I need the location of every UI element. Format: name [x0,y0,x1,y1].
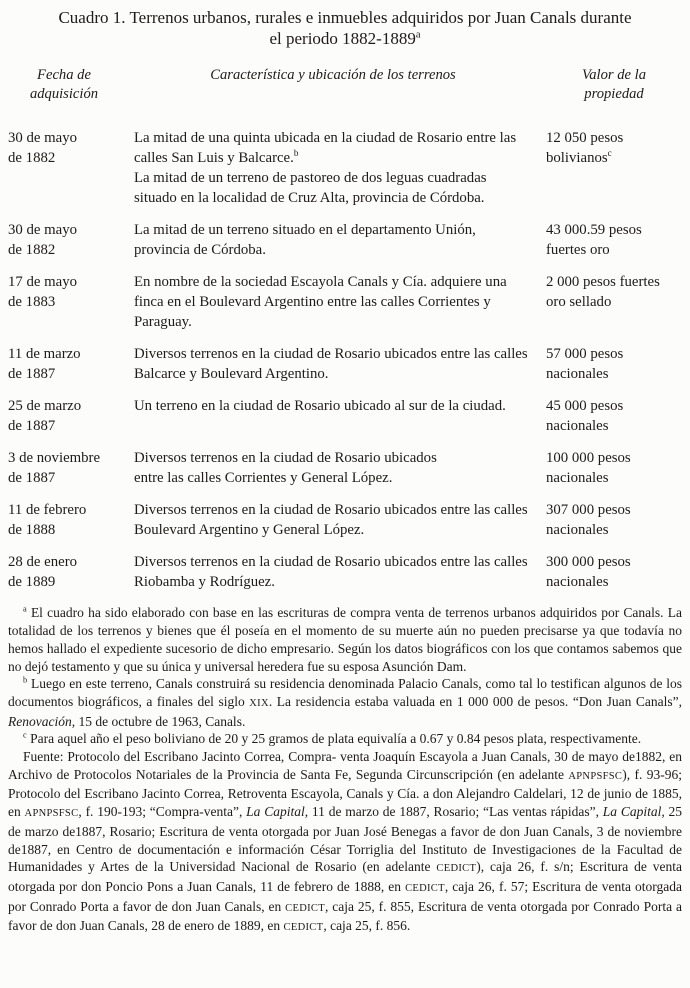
row-date: 30 de mayo de 1882 [8,130,78,167]
row-value: 2 000 pesos fuertes oro sellado [546,274,660,311]
table-row [8,344,682,384]
table-row [8,448,682,488]
column-header-value: Valor de la propiedad [581,67,647,103]
row-date: 11 de febrero de 1888 [8,502,87,539]
row-value: 45 000 pesos nacionales [546,398,624,435]
table-row [8,552,682,592]
row-value: 12 050 pesos bolivianos$^c$ [546,130,624,167]
footnotes-section [8,604,682,937]
footnote-c: $^c$ Para aquel año el peso boliviano de 20 y 25 gramos de plata equivalía a 0.67 y 0.84 pesos plata, respectivamente. [23,730,642,747]
row-date: 28 de enero de 1889 [8,554,78,591]
row-value: 57 000 pesos nacionales [546,346,624,383]
table-title [56,8,634,49]
table-row [8,396,682,436]
row-value: 43 000.59 pesos fuertes oro [546,222,642,259]
table-body [8,128,682,592]
row-date: 3 de noviembre de 1887 [8,450,101,487]
table-row [8,128,682,208]
row-value: 300 000 pesos nacionales [546,554,631,591]
row-date: 17 de mayo de 1883 [8,274,78,311]
row-description: Diversos terrenos en la ciudad de Rosario ubicados entre las calles Boulevard Argentino y General López. [134,502,528,539]
column-header-date: Fecha de adquisición [29,67,99,103]
row-description: La mitad de una quinta ubicada en la ciudad de Rosario entre las calles San Luis y Balcarce.$^b$ La mitad de un terreno de pastoreo de dos leguas cuadradas situado en la localidad de Cruz Alta, provincia de Córdoba. [134,130,517,207]
column-header-description: Característica y ubicación de los terrenos [210,67,456,84]
row-description: Un terreno en la ciudad de Rosario ubicado al sur de la ciudad. [134,398,506,415]
footnote-b: $^b$ Luego en este terreno, Canals construirá su residencia denominada Palacio Canals, como tal lo testifican algunos de los documentos biográficos, a finales del siglo XIX. La residencia estaba valuada en 1 000 000 de pesos. “Don Juan Canals”, Renovación, 15 de octubre de 1963, Canals. [8,675,682,729]
table-row [8,500,682,540]
table-row [8,272,682,332]
row-value: 307 000 pesos nacionales [546,502,631,539]
table-row [8,220,682,260]
table-title-footnote-marker: a [415,29,421,41]
row-description: Diversos terrenos en la ciudad de Rosario ubicados entre las calles Corrientes y General López. [134,450,437,487]
table-header-row [8,66,682,104]
footnote-marker-c: c [607,148,612,159]
row-date: 25 de marzo de 1887 [8,398,82,435]
row-description: Diversos terrenos en la ciudad de Rosario ubicados entre las calles Balcarce y Boulevard Argentino. [134,346,528,383]
row-description: En nombre de la sociedad Escayola Canals y Cía. adquiere una finca en el Boulevard Argentino entre las calles Corrientes y Paraguay. [134,274,507,331]
source-note: Fuente: Protocolo del Escribano Jacinto Correa, Compra- venta Joaquín Escayola a Juan Canals, 30 de mayo de1882, en Archivo de Protocolos Notariales de la Provincia de Santa Fe, Segunda Circunscripción (en adelante APNPSFSC), f. 93-96; Protocolo del Escribano Jacinto Correa, Retroventa Escayola, Canals y Cía. a don Alejandro Caldelari, 12 de junio de 1885, en APNPSFSC, f. 190-193; “Compra-venta”, La Capital, 11 de marzo de 1887, Rosario; “Las ventas rápidas”, La Capital, 25 de marzo de1887, Rosario; Escritura de venta otorgada por Juan José Benegas a favor de don Juan Canals, 3 de noviembre de1887, en Centro de documentación e información César Torriglia del Instituto de Investigaciones de la Facultad de Humanidades y Artes de la Universidad Nacional de Rosario (en adelante CEDICT), caja 26, f. s/n; Escritura de venta otorgada por don Poncio Pons a Juan Canals, 11 de febrero de 1888, en CEDICT, caja 26, f. 57; Escritura de venta otorgada por Conrado Porta a favor de don Juan Canals, en CEDICT, caja 25, f. 855, Escritura de venta otorgada por Conrado Porta a favor de don Juan Canals, 28 de enero de 1889, en CEDICT, caja 25, f. 856. [8,749,683,934]
row-description: Diversos terrenos en la ciudad de Rosario ubicados entre las calles Riobamba y Rodríguez. [134,554,528,591]
footnote-marker-b: b [293,148,299,159]
row-date: 30 de mayo de 1882 [8,222,78,259]
table-title-text: Cuadro 1. Terrenos urbanos, rurales e inmuebles adquiridos por Juan Canals durante el periodo 1882-1889 [58,8,632,48]
row-description: La mitad de un terreno situado en el departamento Unión, provincia de Córdoba. [134,222,476,259]
row-date: 11 de marzo de 1887 [8,346,81,383]
row-value: 100 000 pesos nacionales [546,450,631,487]
footnote-a: $^a$ El cuadro ha sido elaborado con base en las escrituras de compra venta de terrenos urbanos adquiridos por Canals. La totalidad de los terrenos y bienes que él poseía en el momento de su muerte aún no pueden precisarse ya que todavía no hemos hallado el expediente sucesorio de dicho empresario. Según los datos biográficos con los que contamos sabemos que no dejó testamento y que su única y universal heredera fue su esposa Asunción Dam. [8,604,682,674]
